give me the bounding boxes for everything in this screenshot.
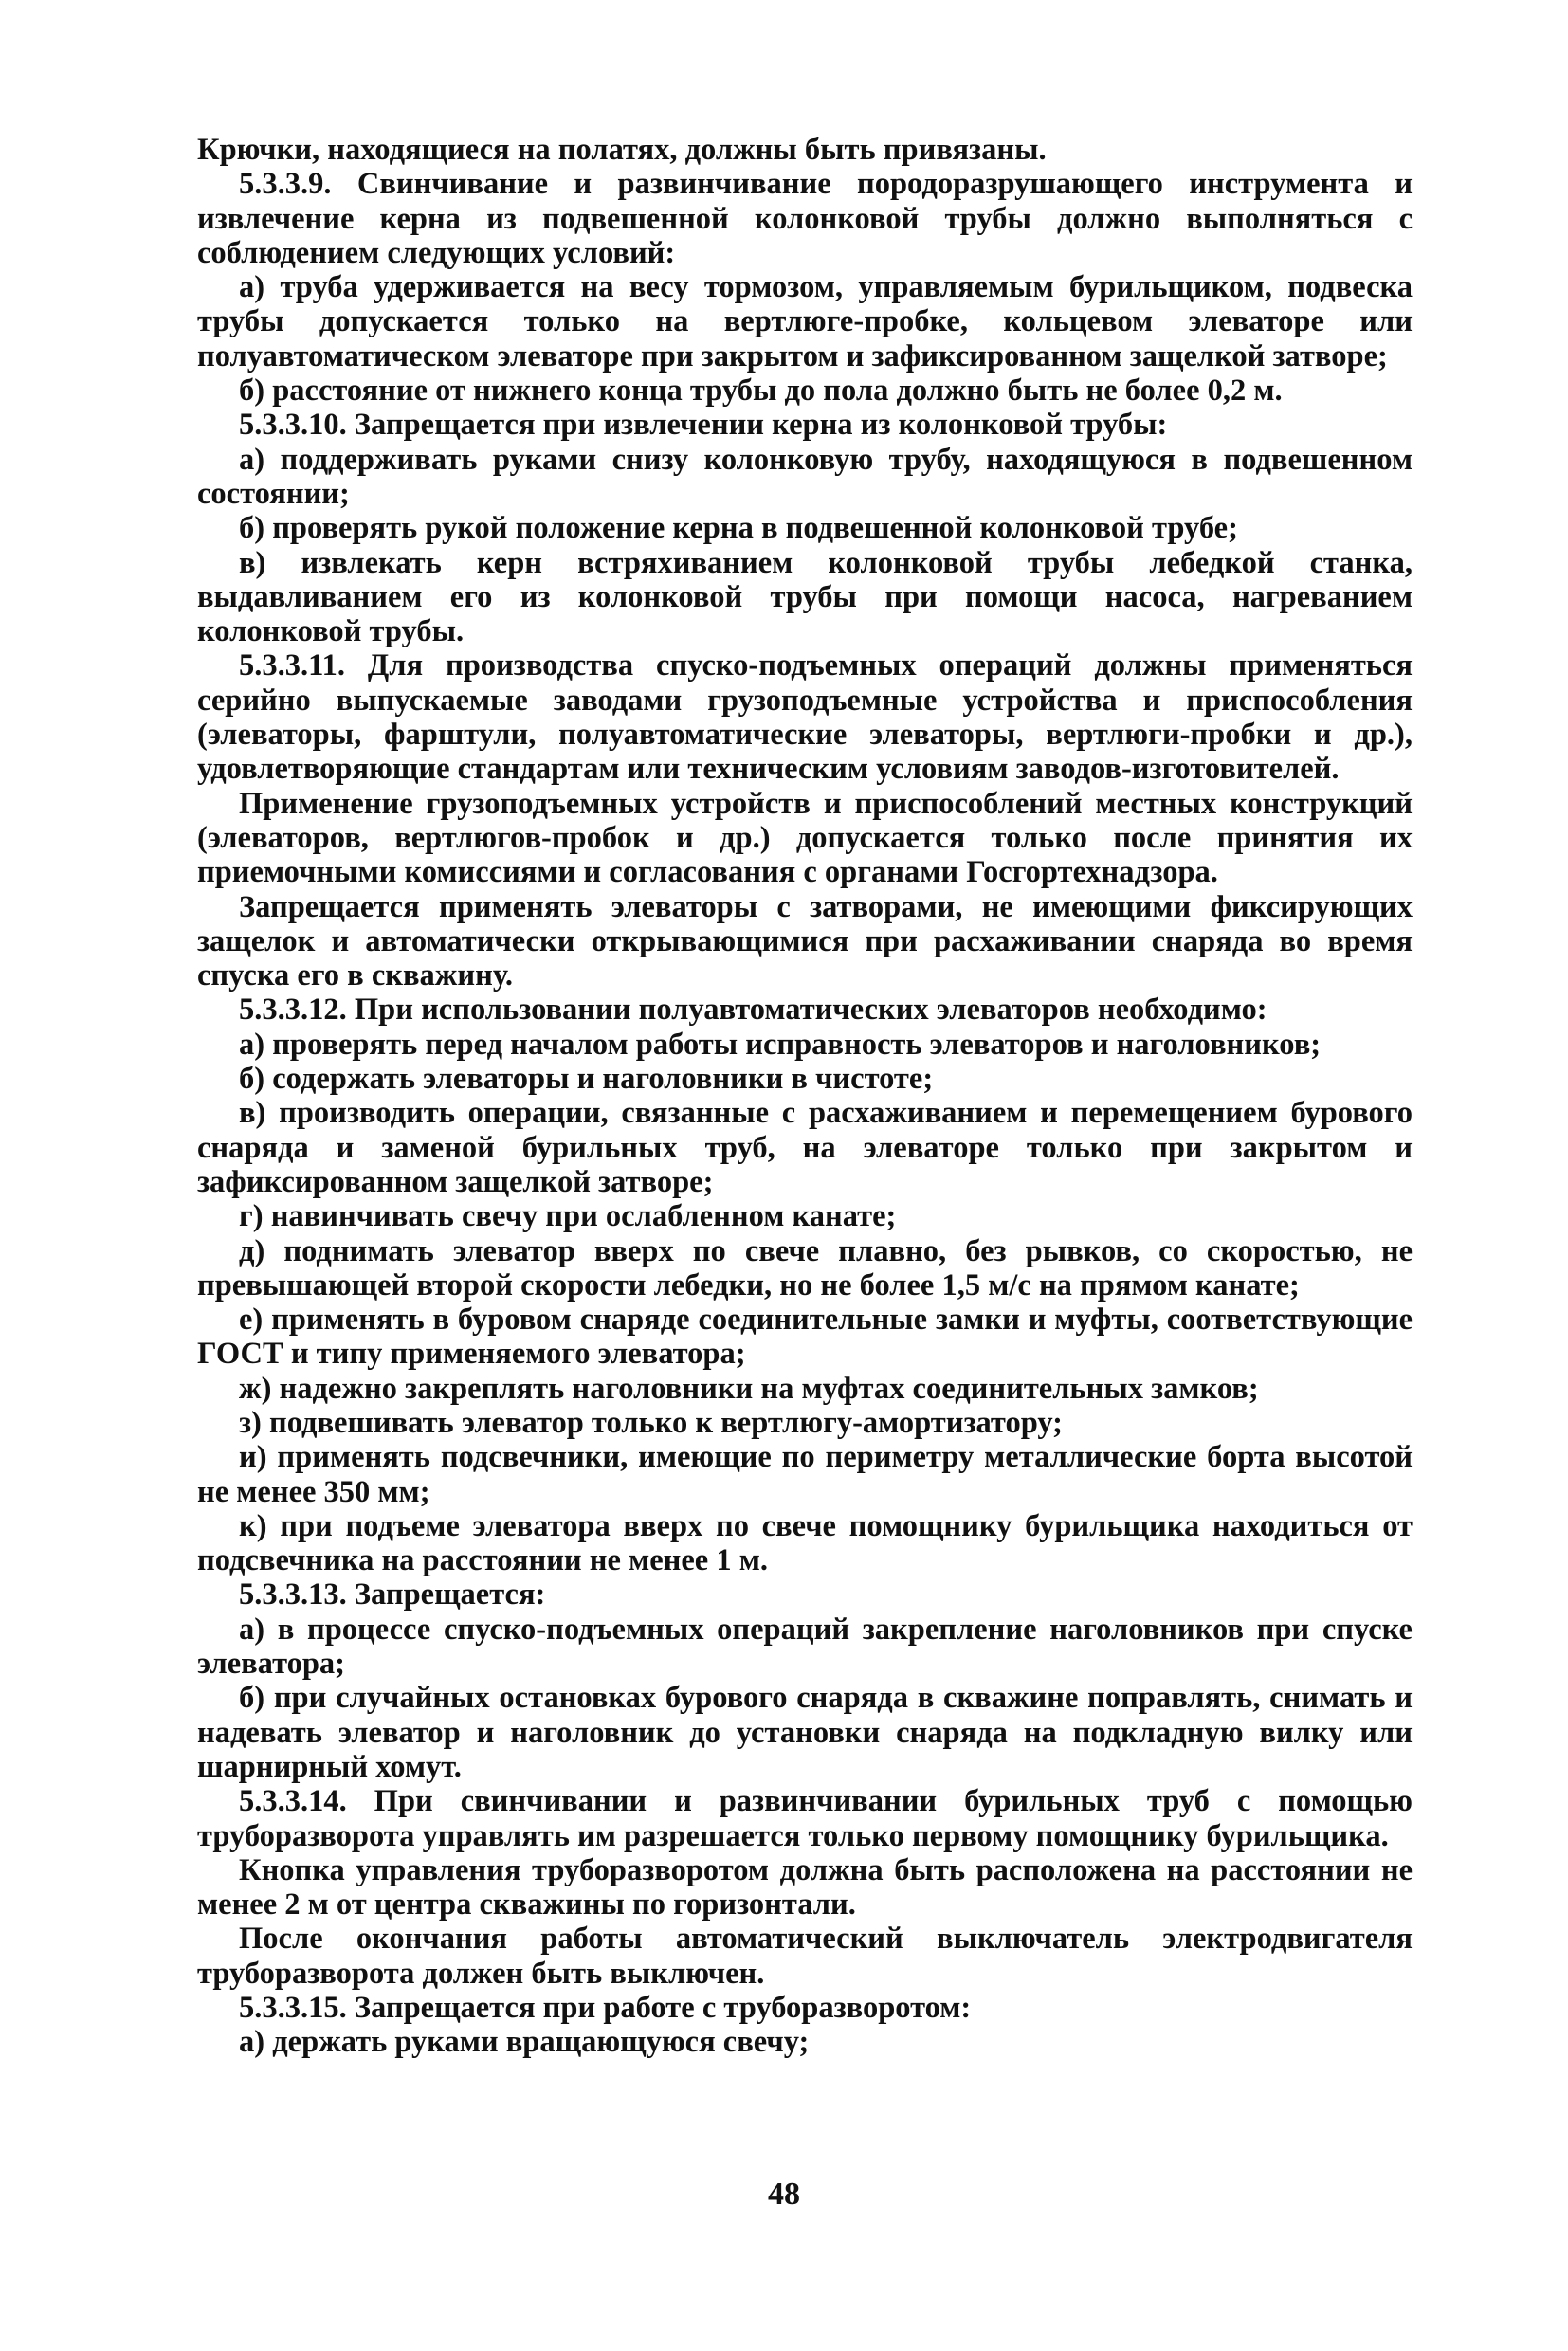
paragraph-5-3-3-13-b: б) при случайных остановках бурового снаряда в скважине поправлять, снимать и надевать элеватор и наголовник до установки снаряда на подкладную вилку или шарнирный хомут. [197, 1681, 1413, 1784]
paragraph-5-3-3-13-a: а) в процессе спуско-подъемных операций закрепление наголовников при спуске элеватора; [197, 1612, 1413, 1682]
page-number: 48 [768, 2177, 800, 2212]
paragraph-5-3-3-12: 5.3.3.12. При использовании полуавтоматических элеваторов необходимо: [239, 993, 1267, 1028]
paragraph-5-3-3-9-b: б) расстояние от нижнего конца трубы до пола должно быть не более 0,2 м. [239, 374, 1283, 409]
paragraph-5-3-3-14-switch: После окончания работы автоматический выключатель электродвигателя труборазворота должен быть выключен. [197, 1922, 1413, 1991]
paragraph-5-3-3-12-b: б) содержать элеваторы и наголовники в чистоте; [239, 1062, 934, 1097]
paragraph-5-3-3-13: 5.3.3.13. Запрещается: [239, 1577, 546, 1613]
paragraph-5-3-3-10: 5.3.3.10. Запрещается при извлечении керна из колонковой трубы: [239, 408, 1168, 443]
paragraph-5-3-3-9-a: а) труба удерживается на весу тормозом, управляемым бурильщиком, подвеска трубы допускается только на вертлюге-пробке, кольцевом элеваторе или полуавтоматическом элеваторе при закрытом и зафиксированном защелкой затворе; [197, 270, 1413, 374]
paragraph-5-3-3-14: 5.3.3.14. При свинчивании и развинчивании бурильных труб с помощью труборазворота управлять им разрешается только первому помощнику бурильщика. [197, 1784, 1413, 1853]
paragraph-5-3-3-10-b: б) проверять рукой положение керна в подвешенной колонковой трубе; [239, 511, 1238, 546]
paragraph-5-3-3-11: 5.3.3.11. Для производства спуско-подъемных операций должны применяться серийно выпускаемые заводами грузоподъемные устройства и приспособления (элеваторы, фарштули, полуавтоматические элеваторы, вертлюги-пробки и др.), удовлетворяющие стандартам или техническим условиям заводов-изготовителей. [197, 648, 1413, 787]
paragraph-5-3-3-12-v: в) производить операции, связанные с расхаживанием и перемещением бурового снаряда и заменой бурильных труб, на элеваторе только при закрытом и зафиксированном защелкой затворе; [197, 1096, 1413, 1199]
paragraph-5-3-3-11-prohibited: Запрещается применять элеваторы с затворами, не имеющими фиксирующих защелок и автоматически открывающимися при расхаживании снаряда во время спуска его в скважину. [197, 889, 1413, 993]
paragraph-5-3-3-11-local: Применение грузоподъемных устройств и приспособлений местных конструкций (элеваторов, вертлюгов-пробок и др.) допускается только после принятия их приемочными комиссиями и согласования с органами Госгортехнадзора. [197, 786, 1413, 890]
page-body [197, 133, 1413, 2060]
paragraph-5-3-3-12-d: д) поднимать элеватор вверх по свече плавно, без рывков, со скоростью, не превышающей второй скорости лебедки, но не более 1,5 м/с на прямом канате; [197, 1233, 1413, 1303]
paragraph-5-3-3-10-v: в) извлекать керн встряхиванием колонковой трубы лебедкой станка, выдавливанием его из колонковой трубы при помощи насоса, нагреванием колонковой трубы. [197, 545, 1413, 649]
paragraph-hooks: Крючки, находящиеся на полатях, должны быть привязаны. [197, 133, 1047, 167]
paragraph-5-3-3-10-a: а) поддерживать руками снизу колонковую трубу, находящуюся в подвешенном состоянии; [197, 442, 1413, 511]
paragraph-5-3-3-12-a: а) проверять перед началом работы исправность элеваторов и наголовников; [239, 1027, 1322, 1062]
paragraph-5-3-3-14-button: Кнопка управления труборазворотом должна быть расположена на расстоянии не менее 2 м от центра скважины по горизонтали. [197, 1852, 1413, 1923]
paragraph-5-3-3-12-z: з) подвешивать элеватор только к вертлюгу-амортизатору; [239, 1405, 1063, 1440]
paragraph-5-3-3-15-a: а) держать руками вращающуюся свечу; [239, 2025, 810, 2060]
paragraph-5-3-3-12-zh: ж) надежно закреплять наголовники на муфтах соединительных замков; [239, 1371, 1259, 1406]
paragraph-5-3-3-12-e: е) применять в буровом снаряде соединительные замки и муфты, соответствующие ГОСТ и типу применяемого элеватора; [197, 1303, 1413, 1372]
paragraph-5-3-3-12-k: к) при подъеме элеватора вверх по свече помощнику бурильщика находиться от подсвечника на расстоянии не менее 1 м. [197, 1508, 1413, 1578]
paragraph-5-3-3-9: 5.3.3.9. Свинчивание и развинчивание породоразрушающего инструмента и извлечение керна из подвешенной колонковой трубы должно выполняться с соблюдением следующих условий: [197, 167, 1413, 270]
paragraph-5-3-3-15: 5.3.3.15. Запрещается при работе с труборазворотом: [239, 1991, 972, 2026]
paragraph-5-3-3-12-g: г) навинчивать свечу при ослабленном канате; [239, 1199, 897, 1234]
paragraph-5-3-3-12-i: и) применять подсвечники, имеющие по периметру металлические борта высотой не менее 350 мм; [197, 1440, 1413, 1509]
